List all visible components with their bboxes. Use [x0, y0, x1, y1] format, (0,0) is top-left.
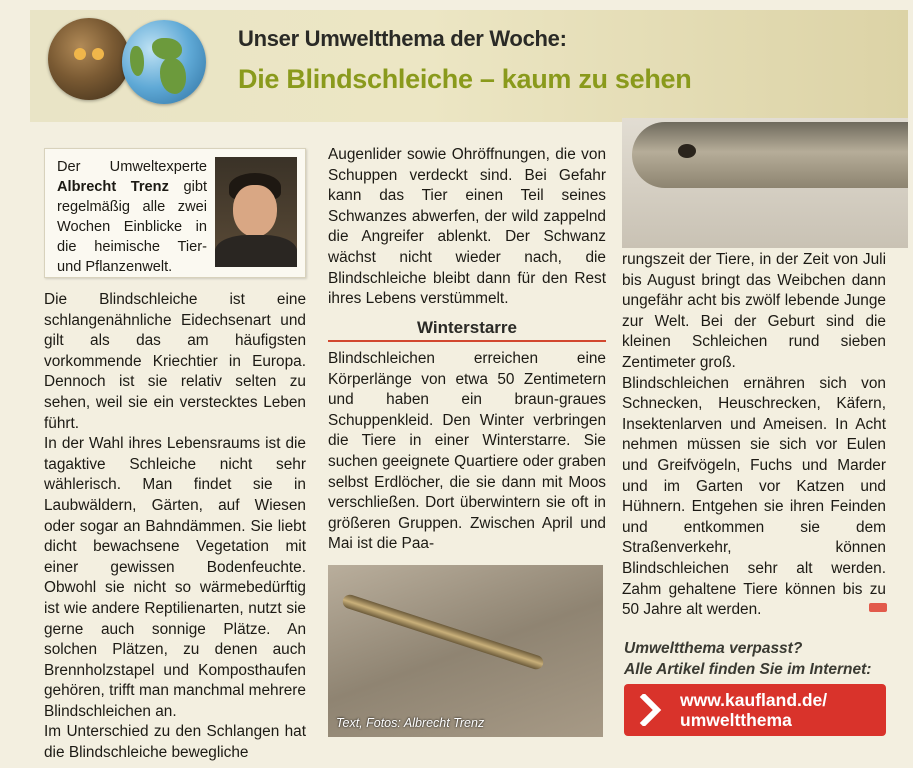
section-heading: Winterstarre — [417, 318, 517, 337]
chevron-right-icon — [638, 694, 664, 726]
promo-line-2: Alle Artikel finden Sie im Internet: — [624, 661, 872, 678]
page-title: Die Blindschleiche – kaum zu sehen — [238, 64, 692, 94]
owl-photo — [48, 18, 130, 100]
paragraph: Augenlider sowie Ohröffnungen, die von Schuppen verdeckt sind. Bei Gefahr kann das Tier einen Teil seines Schwanzes abwerfen, der wild zappelnd die Angreifer ablenkt. Der Schwanz wächst nicht wieder nach, die Blindschleiche bleibt dann für den Rest ihres Lebens verstümmelt. — [328, 146, 606, 308]
article-column-2-bottom — [328, 349, 606, 555]
end-marker — [869, 603, 887, 612]
slowworm-ground-photo — [328, 565, 603, 737]
paragraph: Im Unterschied zu den Schlangen hat die Blindschleiche bewegliche — [44, 723, 306, 762]
paragraph: In der Wahl ihres Lebensraums ist die tagaktive Schleiche nicht sehr wählerisch. Man findet sie in Laubwäldern, Gärten, auf Wiesen oder sogar an Bahndämmen. Sie liebt dicht bewachsene Vegetation mit einer gewissen Bodenfeuchte. Obwohl sie nicht so wärmebedürftig ist wie andere Reptilienarten, nutzt sie gerne auch sonnige Plätze. An solchen Plätzen, zu denen auch Brennholzstapel und Komposthaufen gehören, trifft man manchmal mehrere Blindschleichen an. — [44, 435, 306, 720]
author-info-text: Der Umweltexperte Albrecht Trenz gibt regelmäßig alle zwei Wochen Einblicke in die heimische Tier- und Pflanzenwelt. — [57, 159, 207, 275]
promo-line-1: Umweltthema verpasst? — [624, 640, 803, 657]
author-portrait — [215, 157, 297, 267]
paragraph: Die Blindschleiche ist eine schlangenähnliche Eidechsenart und gilt als das am häufigsten vorkommende Kriechtier in Europa. Dennoch ist sie relativ selten zu sehen, weil sie ein verstecktes Leben führt. — [44, 291, 306, 432]
heading-underline — [328, 340, 606, 342]
photo-credit: Text, Fotos: Albrecht Trenz — [336, 716, 485, 730]
paragraph: Blindschleichen ernähren sich von Schnecken, Heuschrecken, Käfern, Insektenlarven und Ameisen. In Acht nehmen müssen sie sich vor Eulen und Greifvögeln, Fuchs und Marder und im Garten vor Katzen und Hühnern. Entgehen sie ihren Feinden und entkommen sie dem Straßenverkehr, können Blindschleichen sehr alt werden. Zahm gehaltene Tiere können bis zu 50 Jahre alt werden. — [622, 374, 886, 619]
article-column-2-top — [328, 145, 606, 310]
paragraph: Blindschleichen erreichen eine Körperlänge von etwa 50 Zentimetern und haben ein braun-graues Schuppenkleid. Den Winter verbringen die Tiere in einer Winterstarre. Sie suchen geeignete Quartiere oder graben selbst Erdlöcher, die sie dann mit Moos verschließen. Dort überwintern sie oft in größeren Gruppen. Zwischen April und Mai ist die Paa- — [328, 350, 606, 553]
page-kicker: Unser Umweltthema der Woche: — [238, 26, 567, 51]
website-link-button[interactable] — [624, 684, 886, 736]
slowworm-head-photo — [622, 118, 908, 248]
globe-icon — [122, 20, 206, 104]
author-name: Albrecht Trenz — [57, 179, 169, 195]
article-column-1 — [44, 290, 306, 764]
author-info-box — [44, 148, 306, 278]
article-column-3 — [622, 250, 886, 621]
promo-text — [624, 638, 871, 680]
paragraph: rungszeit der Tiere, in der Zeit von Juli bis August bringt das Weibchen dann ungefähr acht bis zwölf lebende Junge zur Welt. Bei der Geburt sind die kleinen Schleichen rund sieben Zentimeter groß. — [622, 251, 886, 371]
website-url: www.kaufland.de/ umweltthema — [680, 690, 828, 730]
